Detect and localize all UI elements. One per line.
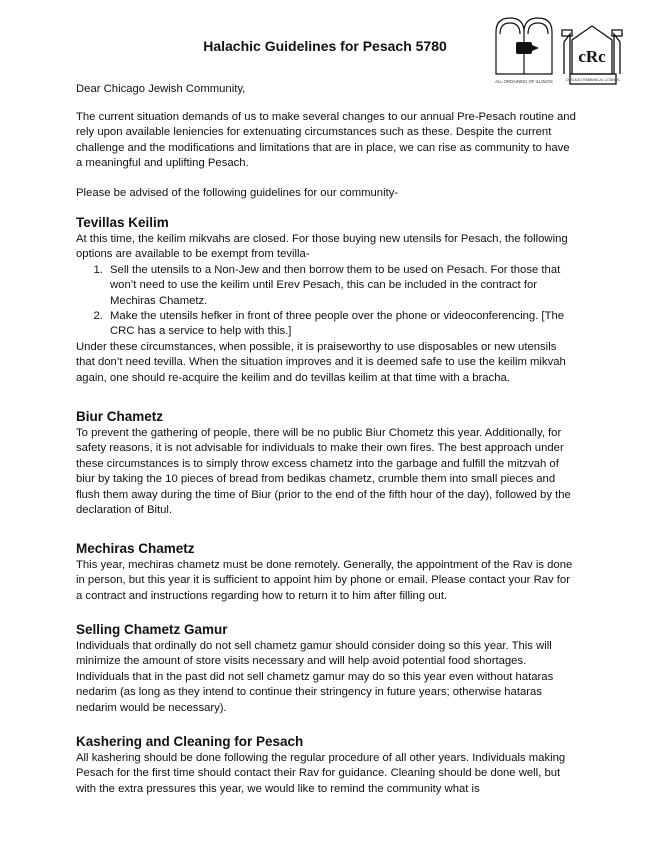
section-mechiras-chametz (76, 540, 576, 604)
section-body: This year, mechiras chametz must be done remotely. Generally, the appointment of the Rav is done in person, but this year it is sufficient to appoint him by phone or email. Please contact your Rav for a contract and instructions regarding how to return it to him after filling out. (76, 559, 573, 602)
tevillas-options-list (76, 263, 576, 340)
list-item: 2. Make the utensils hefker in front of three people over the phone or videoconferencing. [The CRC has a service to help with this.] (106, 309, 576, 340)
section-heading: Mechiras Chametz (76, 541, 195, 556)
section-heading: Biur Chametz (76, 409, 164, 424)
svg-text:cRc: cRc (578, 47, 606, 66)
section-body: To prevent the gathering of people, there will be no public Biur Chometz this year. Additionally, for safety reasons, it is not advisable for individuals to make their own fires. The best approach under these circumstances is to simply throw excess chametz into the garbage and fulfill the mitzvah of biur by taking the 10 pieces of bread from bedikas chametz, crumble them into small pieces and flush them away during the time of Biur (prior to the end of the fifth hour of the day), followed by the declaration of Bitul. (76, 427, 571, 517)
tablets-icon (490, 12, 640, 92)
section-heading: Tevillas Keilim (76, 215, 169, 230)
section-after: Under these circumstances, when possible, it is praiseworthy to use disposables or new utensils that don’t need tevilla. When the situation improves and it is deemed safe to use the keilim mikvah again, one should re-acquire the keilim and do tevillas keilim at that time with a bracha. (76, 340, 566, 384)
section-tevillas-keilim (76, 214, 576, 386)
section-body: All kashering should be done following the regular procedure of all other years. Individuals making Pesach for the first time should contact their Rav for guidance. Cleaning should be done well, but with the extra pressures this year, we would like to remind the community what is (76, 752, 566, 795)
advisory-paragraph: Please be advised of the following guidelines for our community- (76, 187, 399, 199)
svg-text:CHICAGO RABBINICAL COUNCIL: CHICAGO RABBINICAL COUNCIL (565, 78, 621, 82)
section-heading: Selling Chametz Gamur (76, 622, 228, 637)
svg-text:ALL ORDAINING OF ILLINOIS: ALL ORDAINING OF ILLINOIS (495, 79, 553, 84)
section-biur-chametz (76, 408, 576, 518)
section-selling-chametz-gamur (76, 621, 576, 716)
intro-paragraph: The current situation demands of us to make several changes to our annual Pre-Pesach routine and rely upon available leniencies for extenuating circumstances such as these. Despite the current challenge and the modifications and limitations that are in place, we can rise as community to have a meaningful and uplifting Pesach. (76, 111, 576, 170)
section-heading: Kashering and Cleaning for Pesach (76, 734, 304, 749)
section-body: Individuals that ordinally do not sell chametz gamur should consider doing so this year. This will minimize the amount of store visits necessary and will help avoid potential food shortages. Individuals that in the past did not sell chametz gamur may do so this year even without hataras nedarim (as long as they intend to continue their stringency in future years; otherwise hataras nedarim would be necessary). (76, 640, 554, 714)
section-body: At this time, the keilim mikvahs are closed. For those buying new utensils for Pesach, the following options are available to be exempt from tevilla- (76, 233, 568, 261)
logos (490, 12, 640, 92)
list-item: 1. Sell the utensils to a Non-Jew and then borrow them to be used on Pesach. For those that won’t need to use the keilim until Erev Pesach, this can be included in the contract for Mechiras Chametz. (106, 263, 576, 309)
salutation: Dear Chicago Jewish Community, (76, 83, 246, 95)
section-kashering-cleaning (76, 733, 576, 797)
document-title: Halachic Guidelines for Pesach 5780 (203, 38, 447, 54)
